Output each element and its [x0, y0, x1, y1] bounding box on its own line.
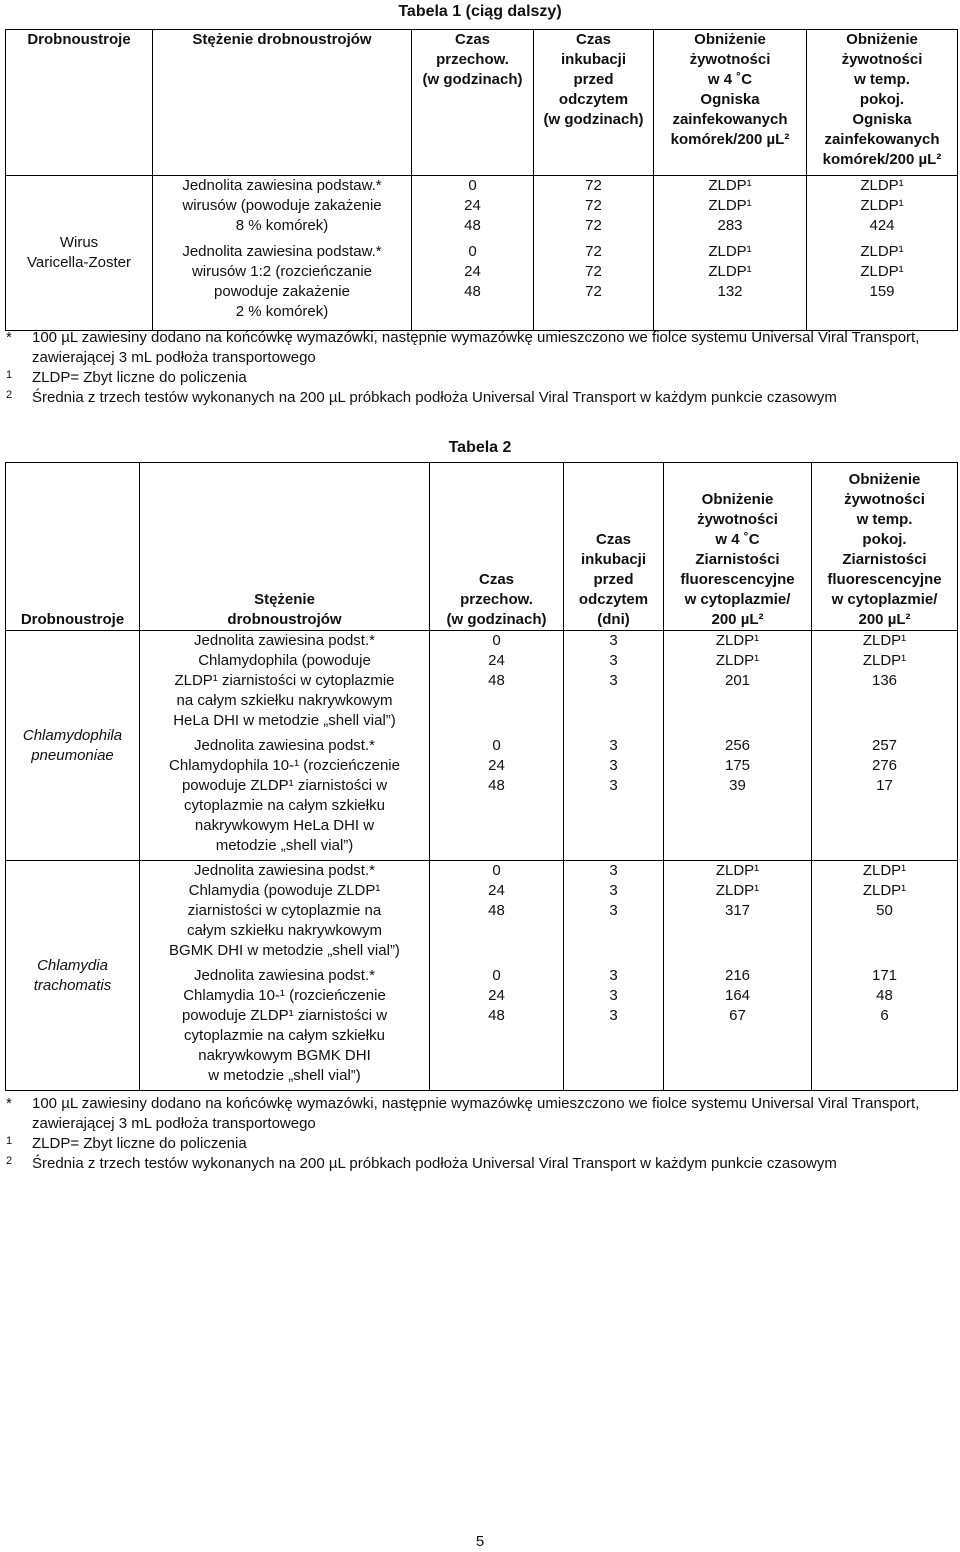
- cell-line: 48: [488, 902, 505, 919]
- cell-line: 3: [609, 756, 618, 774]
- cell-line: Chlamydia 10-¹ (rozcieńczenie: [183, 986, 386, 1004]
- cell-line: ZLDP¹: [862, 862, 907, 879]
- cell-line: inkubacji: [560, 51, 627, 68]
- cell-line: ZLDP¹: [708, 197, 752, 214]
- cell-line: 39: [729, 776, 746, 794]
- cell-line: Wirus: [59, 234, 99, 251]
- cell-line: odczytem: [578, 591, 649, 608]
- cell-line: 24: [488, 986, 505, 1004]
- cell-line: Czas: [595, 531, 632, 548]
- cell-line: Jednolita zawiesina podst.*: [194, 632, 375, 649]
- cell-line: 2 % komórek): [235, 302, 329, 320]
- footnote-2: 2 Średnia z trzech testów wykonanych na 200 µL próbkach podłoża Universal Viral Transport w każdym punkcie czasowym: [6, 1155, 837, 1172]
- t2-reduction-room: [812, 966, 958, 1091]
- cell-line: wirusów 1:2 (rozcieńczanie: [191, 262, 373, 280]
- t1-organism-name: [6, 176, 153, 331]
- cell-line: 283: [717, 217, 743, 234]
- table2-header-row: [6, 463, 958, 631]
- t1-header-storage: [412, 30, 534, 176]
- t2-reduction-4c: [664, 861, 812, 966]
- t2-organism-name: [6, 861, 140, 1091]
- cell-line: całym szkiełku nakrywkowym: [186, 922, 383, 939]
- t1-header-reduction-4c: [654, 30, 807, 176]
- cell-line: 24: [488, 882, 505, 899]
- t2-storage: [430, 736, 564, 861]
- cell-line: komórek/200 µL²: [822, 151, 942, 168]
- cell-line: 48: [488, 672, 505, 689]
- footnote-asterisk: * 100 µL zawiesiny dodano na końcówkę wymazówki, następnie wymazówkę umieszczono we fiolce systemu Universal Viral Transport, zawierającej 3 mL podłoża transportowego: [6, 329, 920, 366]
- t1-reduction-4c: [654, 176, 807, 242]
- cell-line: Chlamydophila 10-¹ (rozcieńczenie: [169, 756, 400, 774]
- cell-line: 3: [609, 986, 618, 1004]
- table-row: [6, 736, 958, 861]
- cell-line: 3: [609, 672, 618, 689]
- t1-incubation: [534, 242, 654, 331]
- cell-line: Obniżenie: [701, 491, 774, 508]
- t2-reduction-room: [812, 631, 958, 736]
- table1-header-row: [6, 30, 958, 176]
- cell-line: 48: [464, 217, 481, 234]
- cell-line: 72: [585, 262, 602, 280]
- t2-concentration: [140, 861, 430, 966]
- cell-line: nakrywkowym BGMK DHI: [198, 1046, 371, 1064]
- table2-footnotes: [6, 1094, 936, 1174]
- cell-line: żywotności: [844, 491, 925, 508]
- cell-line: 3: [609, 652, 618, 669]
- cell-line: przechow.: [436, 51, 509, 68]
- cell-line: w cytoplazmie/: [831, 591, 938, 608]
- cell-line: Ziarnistości: [842, 551, 927, 568]
- t2-storage: [430, 861, 564, 966]
- t1-concentration: [153, 176, 412, 242]
- cell-line: (w godzinach): [422, 71, 523, 88]
- cell-line: 164: [724, 986, 751, 1004]
- footnote-1: 1 ZLDP= Zbyt liczne do policzenia: [6, 369, 247, 386]
- t1-reduction-4c: [654, 242, 807, 331]
- cell-line: 3: [609, 1006, 618, 1024]
- cell-line: przed: [593, 571, 634, 588]
- cell-line: Ogniska: [852, 111, 912, 128]
- cell-line: Ogniska: [700, 91, 760, 108]
- cell-line: ZLDP¹: [708, 177, 752, 194]
- cell-line: powoduje ZLDP¹ ziarnistości w: [181, 776, 388, 794]
- cell-line: Chlamydophila: [22, 726, 123, 744]
- cell-line: Jednolita zawiesina podstaw.*: [182, 177, 382, 194]
- cell-line: żywotności: [689, 51, 771, 68]
- cell-line: żywotności: [697, 511, 778, 528]
- cell-line: 48: [464, 282, 481, 300]
- cell-line: odczytem: [558, 91, 629, 108]
- cell-line: ZLDP¹: [862, 882, 907, 899]
- table-row: [6, 176, 958, 242]
- cell-line: Czas: [575, 31, 612, 48]
- cell-line: HeLa DHI w metodzie „shell vial”): [173, 712, 396, 729]
- cell-line: 3: [609, 776, 618, 794]
- cell-line: 24: [464, 262, 481, 280]
- cell-line: żywotności: [841, 51, 923, 68]
- t1-incubation: [534, 176, 654, 242]
- cell-line: ZLDP¹: [715, 632, 760, 649]
- cell-line: 17: [876, 776, 893, 794]
- t2-header-incubation: [564, 463, 664, 631]
- cell-line: w temp.: [856, 511, 913, 528]
- cell-line: 0: [468, 242, 477, 260]
- cell-line: w cytoplazmie/: [684, 591, 791, 608]
- cell-line: 3: [609, 632, 618, 649]
- t2-incubation: [564, 861, 664, 966]
- cell-line: 48: [876, 986, 893, 1004]
- cell-line: 48: [488, 776, 505, 794]
- t1-reduction-room: [807, 176, 958, 242]
- cell-line: Varicella-Zoster: [27, 254, 131, 271]
- cell-line: ZLDP¹: [862, 652, 907, 669]
- table2: [5, 462, 958, 1091]
- cell-line: cytoplazmie na całym szkiełku: [184, 796, 385, 814]
- cell-line: 0: [468, 177, 477, 194]
- footnote-1: 1 ZLDP= Zbyt liczne do policzenia: [6, 1135, 247, 1152]
- cell-line: Obniżenie: [846, 31, 918, 48]
- cell-line: 200 µL²: [858, 611, 911, 628]
- t1-reduction-room: [807, 242, 958, 331]
- t2-reduction-4c: [664, 966, 812, 1091]
- cell-line: cytoplazmie na całym szkiełku: [184, 1026, 385, 1044]
- cell-line: Chlamydophila (powoduje: [198, 652, 371, 669]
- cell-line: 3: [609, 902, 618, 919]
- cell-line: drobnoustrojów: [227, 611, 342, 628]
- table1-title: Tabela 1 (ciąg dalszy): [398, 3, 562, 20]
- cell-line: 3: [609, 862, 618, 879]
- cell-line: ZLDP¹ ziarnistości w cytoplazmie: [174, 672, 395, 689]
- cell-line: ZLDP¹: [708, 262, 752, 280]
- cell-line: 132: [717, 282, 743, 300]
- t1-storage: [412, 242, 534, 331]
- t2-organism-name: [6, 631, 140, 861]
- cell-line: ZLDP¹: [708, 242, 752, 260]
- t2-storage: [430, 966, 564, 1091]
- cell-line: w temp.: [854, 71, 910, 88]
- cell-line: 72: [585, 242, 602, 260]
- cell-line: 50: [876, 902, 893, 919]
- t2-reduction-4c: [664, 736, 812, 861]
- cell-line: 276: [871, 756, 898, 774]
- t2-concentration: [140, 966, 430, 1091]
- cell-line: 72: [585, 282, 602, 300]
- cell-line: 171: [871, 966, 898, 984]
- t1-header-incubation: [534, 30, 654, 176]
- cell-line: 0: [492, 862, 501, 879]
- cell-line: powoduje zakażenie: [214, 282, 350, 300]
- cell-line: 8 % komórek): [235, 217, 329, 234]
- cell-line: 175: [724, 756, 751, 774]
- cell-line: 67: [729, 1006, 746, 1024]
- t2-header-reduction-room: [812, 463, 958, 631]
- cell-line: zainfekowanych: [824, 131, 940, 148]
- cell-line: na całym szkiełku nakrywkowym: [176, 692, 393, 709]
- cell-line: metodzie „shell vial”): [215, 836, 354, 854]
- cell-line: fluorescencyjne: [827, 571, 942, 588]
- cell-line: 317: [724, 902, 751, 919]
- table-row: [6, 631, 958, 736]
- cell-line: ZLDP¹: [715, 862, 760, 879]
- cell-line: 424: [869, 217, 895, 234]
- cell-line: 3: [609, 966, 618, 984]
- cell-line: 3: [609, 882, 618, 899]
- cell-line: 159: [869, 282, 895, 300]
- page-number: 5: [475, 1533, 485, 1550]
- cell-line: (dni): [597, 611, 630, 628]
- cell-line: 0: [492, 736, 501, 754]
- cell-line: pokoj.: [859, 91, 905, 108]
- table1-footnotes: [6, 328, 936, 408]
- t1-storage: [412, 176, 534, 242]
- t2-reduction-room: [812, 861, 958, 966]
- cell-line: Stężenie: [254, 591, 315, 608]
- cell-line: ZLDP¹: [860, 262, 904, 280]
- t2-header-concentration: [140, 463, 430, 631]
- cell-line: ZLDP¹: [862, 632, 907, 649]
- cell-line: nakrywkowym HeLa DHI w: [194, 816, 375, 834]
- cell-line: 6: [880, 1006, 889, 1024]
- cell-line: pokoj.: [862, 531, 907, 548]
- cell-line: BGMK DHI w metodzie „shell vial”): [169, 942, 400, 959]
- cell-line: (w godzinach): [543, 111, 644, 128]
- cell-line: zainfekowanych: [672, 111, 788, 128]
- cell-line: 256: [724, 736, 751, 754]
- cell-line: 3: [609, 736, 618, 754]
- cell-line: fluorescencyjne: [680, 571, 795, 588]
- cell-line: trachomatis: [33, 976, 112, 994]
- t2-header-organism: Drobnoustroje: [6, 463, 140, 631]
- t1-concentration: [153, 242, 412, 331]
- t2-reduction-room: [812, 736, 958, 861]
- t1-header-concentration: Stężenie drobnoustrojów: [153, 30, 412, 176]
- table1: [5, 29, 958, 331]
- cell-line: Chlamydia (powoduje ZLDP¹: [188, 882, 381, 899]
- cell-line: Jednolita zawiesina podst.*: [194, 862, 375, 879]
- cell-line: 0: [492, 632, 501, 649]
- cell-line: Czas: [478, 571, 515, 588]
- cell-line: komórek/200 µL²: [670, 131, 790, 148]
- cell-line: ZLDP¹: [860, 242, 904, 260]
- table2-title: Tabela 2: [448, 439, 512, 456]
- t1-header-organism: Drobnoustroje: [6, 30, 153, 176]
- cell-line: Ziarnistości: [695, 551, 780, 568]
- t2-incubation: [564, 736, 664, 861]
- cell-line: pneumoniae: [31, 746, 114, 764]
- t2-incubation: [564, 631, 664, 736]
- cell-line: Czas: [454, 31, 491, 48]
- cell-line: Obniżenie: [848, 471, 921, 488]
- cell-line: ZLDP¹: [715, 652, 760, 669]
- t2-reduction-4c: [664, 631, 812, 736]
- t2-concentration: [140, 631, 430, 736]
- cell-line: Jednolita zawiesina podstaw.*: [182, 242, 382, 260]
- cell-line: w 4 ˚C: [715, 531, 760, 548]
- cell-line: (w godzinach): [446, 611, 547, 628]
- cell-line: wirusów (powoduje zakażenie: [182, 197, 382, 214]
- table-row: [6, 966, 958, 1091]
- cell-line: 48: [488, 1006, 505, 1024]
- cell-line: przechow.: [460, 591, 533, 608]
- table-row: [6, 861, 958, 966]
- cell-line: ZLDP¹: [715, 882, 760, 899]
- footnote-2: 2 Średnia z trzech testów wykonanych na 200 µL próbkach podłoża Universal Viral Transport w każdym punkcie czasowym: [6, 389, 837, 406]
- cell-line: 72: [585, 177, 602, 194]
- footnote-asterisk: * 100 µL zawiesiny dodano na końcówkę wymazówki, następnie wymazówkę umieszczono we fiolce systemu Universal Viral Transport, zawierającej 3 mL podłoża transportowego: [6, 1095, 920, 1132]
- cell-line: ZLDP¹: [860, 177, 904, 194]
- cell-line: 136: [871, 672, 898, 689]
- cell-line: inkubacji: [580, 551, 647, 568]
- t1-header-reduction-room: [807, 30, 958, 176]
- cell-line: Jednolita zawiesina podst.*: [194, 736, 375, 754]
- cell-line: powoduje ZLDP¹ ziarnistości w: [181, 1006, 388, 1024]
- t2-storage: [430, 631, 564, 736]
- cell-line: 72: [585, 197, 602, 214]
- cell-line: ziarnistości w cytoplazmie na: [187, 902, 382, 919]
- cell-line: 24: [488, 652, 505, 669]
- cell-line: przed: [573, 71, 614, 88]
- cell-line: Jednolita zawiesina podst.*: [194, 966, 375, 984]
- cell-line: Chlamydia: [37, 956, 108, 974]
- t2-concentration: [140, 736, 430, 861]
- cell-line: 257: [871, 736, 898, 754]
- cell-line: ZLDP¹: [860, 197, 904, 214]
- t2-header-storage: [430, 463, 564, 631]
- cell-line: 0: [492, 966, 501, 984]
- cell-line: 24: [488, 756, 505, 774]
- cell-line: 72: [585, 217, 602, 234]
- cell-line: 201: [724, 672, 751, 689]
- cell-line: 200 µL²: [711, 611, 764, 628]
- cell-line: 24: [464, 197, 481, 214]
- t2-header-reduction-4c: [664, 463, 812, 631]
- cell-line: w metodzie „shell vial”): [208, 1066, 361, 1084]
- cell-line: w 4 ˚C: [707, 71, 753, 88]
- cell-line: Obniżenie: [694, 31, 766, 48]
- cell-line: 216: [724, 966, 751, 984]
- t2-incubation: [564, 966, 664, 1091]
